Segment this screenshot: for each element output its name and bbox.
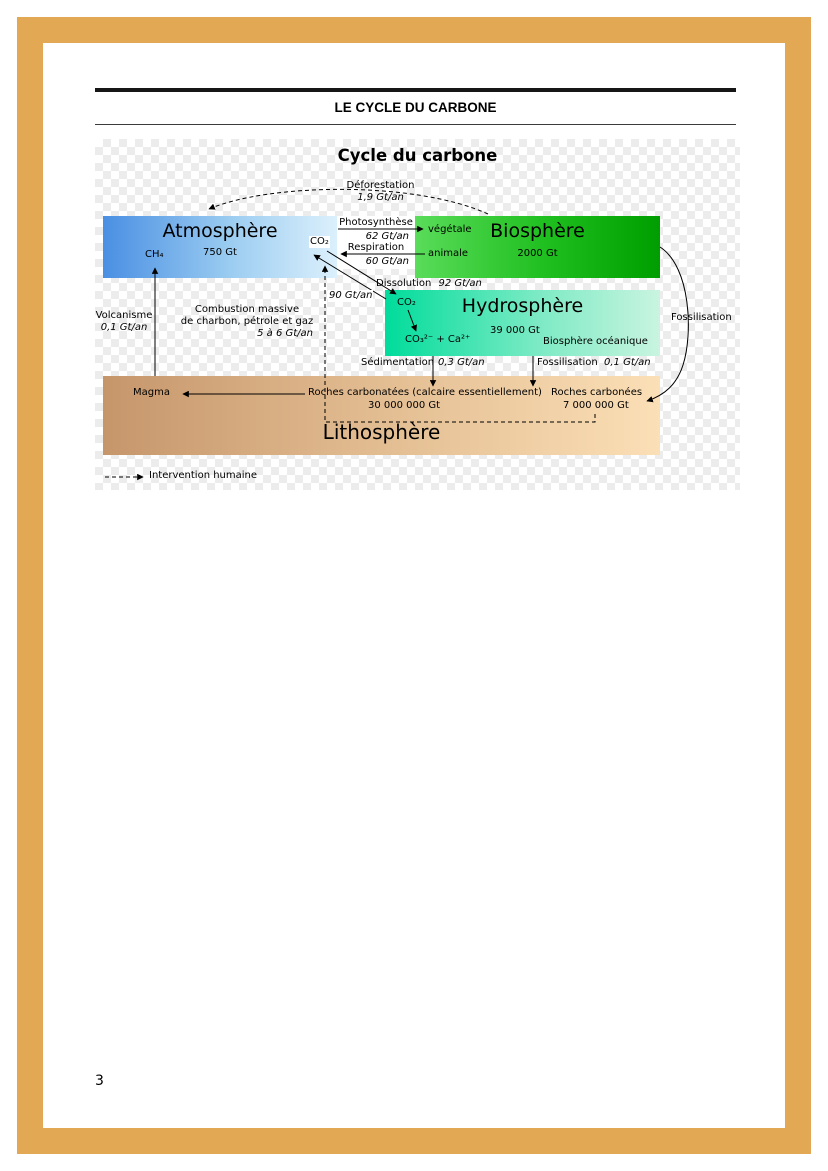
combustion-label-line1: Combustion massive	[194, 304, 300, 315]
atmosphere-box	[103, 216, 337, 278]
volcanism-label: Volcanisme	[95, 310, 153, 321]
ocean-biosphere-label: Biosphère océanique	[543, 336, 648, 347]
respiration-label: Respiration	[347, 242, 405, 253]
carbonate-rocks-label: Roches carbonatées (calcaire essentiellement)	[308, 387, 542, 398]
combustion-label-group	[173, 304, 321, 340]
page-number: 3	[95, 1073, 104, 1089]
atmosphere-co2-label: CO₂	[310, 236, 329, 247]
dissolution-value: 92 Gt/an	[438, 278, 482, 289]
header-rule-thin	[95, 124, 736, 125]
biosphere-stock: 2000 Gt	[517, 248, 558, 259]
biosphere-vegetal-label: végétale	[428, 224, 472, 235]
carbon-cycle-diagram	[95, 139, 740, 490]
diagram-title: Cycle du carbone	[337, 146, 498, 165]
header-rule-thick	[95, 88, 736, 92]
biosphere-box	[415, 216, 660, 278]
hydrosphere-title: Hydrosphère	[461, 295, 584, 317]
respiration-value: 60 Gt/an	[365, 256, 409, 267]
deforestation-label: Déforestation	[346, 180, 415, 191]
biosphere-fossilization-label: Fossilisation	[671, 312, 732, 323]
dissolution-label: Dissolution	[376, 278, 432, 289]
photosynthesis-label: Photosynthèse	[339, 217, 413, 228]
volcanism-value: 0,1 Gt/an	[100, 322, 148, 333]
deforestation-label-group	[323, 180, 438, 204]
ocean-fossilization-label: Fossilisation	[537, 357, 598, 368]
hydrosphere-stock: 39 000 Gt	[490, 325, 540, 336]
deforestation-value: 1,9 Gt/an	[357, 192, 404, 203]
biosphere-title: Biosphère	[490, 220, 585, 242]
photosynthesis-value: 62 Gt/an	[365, 231, 409, 242]
biosphere-animal-label: animale	[428, 248, 469, 259]
magma-label: Magma	[133, 387, 170, 398]
volcanism-label-group	[95, 310, 153, 334]
document-title: LE CYCLE DU CARBONE	[334, 100, 497, 115]
carbon-rocks-label: Roches carbonées	[551, 387, 643, 398]
lithosphere-title: Lithosphère	[322, 420, 441, 444]
ch4-label: CH₄	[145, 249, 164, 260]
carbonate-rocks-stock: 30 000 000 Gt	[368, 400, 441, 411]
ocean-release-value: 90 Gt/an	[329, 290, 373, 301]
sedimentation-label: Sédimentation	[361, 357, 435, 368]
combustion-value: 5 à 6 Gt/an	[257, 328, 313, 339]
carbon-rocks-stock: 7 000 000 Gt	[563, 400, 629, 411]
sedimentation-value: 0,3 Gt/an	[438, 357, 485, 368]
lithosphere-box	[103, 376, 660, 455]
hydrosphere-box	[385, 290, 660, 356]
hydrosphere-co2-label: CO₂	[397, 297, 416, 308]
carbonate-ions-label: CO₃²⁻ + Ca²⁺	[405, 334, 471, 345]
atmosphere-title: Atmosphère	[162, 220, 278, 242]
dissolution-label-group	[376, 278, 482, 290]
ocean-fossilization-value: 0,1 Gt/an	[604, 357, 651, 368]
legend-label: Intervention humaine	[149, 470, 258, 481]
atmosphere-stock: 750 Gt	[203, 247, 237, 258]
combustion-label-line2: de charbon, pétrole et gaz	[180, 316, 314, 327]
